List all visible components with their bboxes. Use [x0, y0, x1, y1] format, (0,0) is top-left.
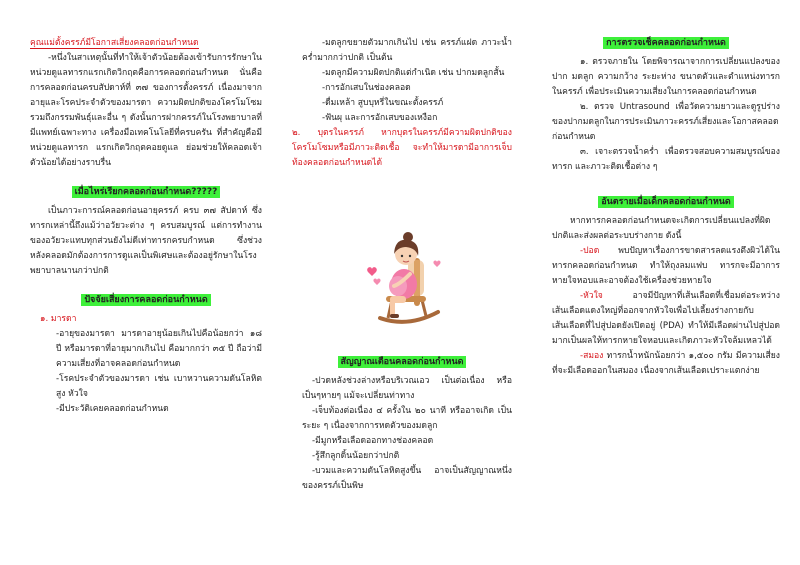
intro-title: คุณแม่ตั้งครรภ์มีโอกาสเสี่ยงคลอดก่อนกำหนด	[30, 38, 199, 48]
list-item: -ดื่มเหล้า สูบบุหรี่ในขณะตั้งครรภ์	[322, 98, 444, 108]
list-item: -มดลูกขยายตัวมากเกินไป เช่น ครรภ์แฝด ภาวะน้ำคร่ำมากกว่าปกติ เป็นต้น	[302, 38, 512, 63]
baby-note: ๒. บุตรในครรภ์ หากบุตรในครรภ์มีความผิดปกติของโครโมโซมหรือมีภาวะติดเชื้อ จะทำให้มารดามีอาการเจ็บท้องคลอดก่อนกำหนดได้	[292, 128, 512, 168]
list-item: -มดลูกมีความผิดปกติแต่กำเนิด เช่น ปากมดลูกสั้น	[322, 68, 505, 78]
list-item: -ฟันผุ และการอักเสบของเหงือก	[322, 113, 438, 123]
intro-body: -หนึ่งในสาเหตุนั้นที่ทำให้เจ้าตัวน้อยต้องเข้ารับการรักษาในหน่วยดูแลทารกแรกเกิดวิกฤตคือการคลอดก่อนกำหนด นั่นคือการคลอดก่อนครบสัปดาห์ที่ ๓๗ ของการตั้งครรภ์ เนื่องมาจากอายุและโรคประจำตัวของมารดา ความผิดปกติของโครโมโซม รวมถึงกรรมพันธุ์และอื่น ๆ ดังนั้นการฝากครรภ์ในโรงพยาบาลที่มีแพทย์เฉพาะทาง เครื่องมือเทคโนโลยีที่ครบครัน ที่สำคัญคือมีหน่วยดูแลทารก แรกเกิดวิกฤตคอยดูแล ย่อมช่วยให้คลอดเจ้าตัวน้อยได้อย่างราบรื่น	[30, 53, 262, 168]
signs-heading: สัญญาณเตือนคลอดก่อนกำหนด	[338, 356, 467, 368]
danger-text: ทารกน้ำหนักน้อยกว่า ๑,๕๐๐ กรัม มีความเสี่ยงที่จะมีเลือดออกในสมอง เนื่องจากเส้นเลือดเปราะแตกง่าย	[552, 351, 780, 376]
risk-sub: ๑. มารดา	[40, 314, 77, 324]
list-item: -อายุของมารดา มารดาอายุน้อยเกินไปคือน้อยกว่า ๑๘ ปี หรือมารดาที่อายุมากเกินไป คือมากกว่า ๓๕ ปี ถือว่ามีความเสี่ยงที่อาจคลอดก่อนกำหนด	[56, 329, 262, 369]
list-item: -เจ็บท้องต่อเนื่อง ๔ ครั้งใน ๒๐ นาที หรืออาจเกิด เป็นระยะ ๆ เนื่องจากการหดตัวของมดลูก	[302, 406, 512, 431]
column-right	[552, 0, 780, 565]
list-item: -รู้สึกลูกดิ้นน้อยกว่าปกติ	[312, 451, 400, 461]
column-left	[30, 0, 262, 565]
check-heading: การตรวจเช็คคลอดก่อนกำหนด	[603, 37, 729, 49]
list-item	[552, 349, 780, 379]
list-item: -การอักเสบในช่องคลอด	[322, 83, 411, 93]
danger-label: -สมอง	[580, 351, 604, 361]
list-item: ๒. ตรวจ Untrasound เพื่อวัดความยาวและดูรูปร่างของปากมดลูกในการประเมินภาวะครรภ์เสี่ยงและโอกาสคลอดก่อนกำหนด	[552, 102, 780, 142]
when-heading: เมื่อไหร่เรียกคลอดก่อนกำหนด?????	[72, 186, 221, 198]
danger-intro: หากทารกคลอดก่อนกำหนดจะเกิดการเปลี่ยนแปลงที่ผิดปกติและส่งผลต่อระบบร่างกาย ดังนี้	[552, 216, 771, 241]
danger-heading: อันตรายเมื่อเด็กคลอดก่อนกำหนด	[598, 196, 734, 208]
list-item: -ปวดหลังช่วงล่างหรือบริเวณเอว เป็นต่อเนื่อง หรือ เป็นๆหายๆ แม้จะเปลี่ยนท่าทาง	[302, 376, 512, 401]
list-item: -โรคประจำตัวของมารดา เช่น เบาหวานความดันโลหิตสูง หัวใจ	[56, 374, 262, 399]
list-item: -มีมูกหรือเลือดออกทางช่องคลอด	[312, 436, 434, 446]
list-item: ๑. ตรวจภายใน โดยพิจารณาจากการเปลี่ยนแปลงของปาก มดลูก ความกว้าง ระยะห่าง ขนาดตัวและตำแหน่งทารกในครรภ์ เพื่อประเมินความเสี่ยงในการคลอดก่อนกำหนด	[552, 57, 780, 97]
danger-text: อาจมีปัญหาที่เส้นเลือดที่เชื่อมต่อระหว่างเส้นเลือดแดงใหญ่ที่ออกจากหัวใจเพื่อไปเลี้ยงร่างกายกับเส้นเลือดที่ไปสู่ปอดยังเปิดอยู่ (PDA) ทำให้มีเลือดผ่านไปสู่ปอดมากเป็นผลให้ทารกหายใจหอบและเกิดภาวะหัวใจล้มเหลวได้	[552, 291, 780, 346]
danger-label: -หัวใจ	[580, 291, 603, 301]
list-item: -มีประวัติเคยคลอดก่อนกำหนด	[56, 404, 169, 414]
list-item: ๓. เจาะตรวจน้ำคร่ำ เพื่อตรวจสอบความสมบูรณ์ของทารก และภาวะติดเชื้อต่าง ๆ	[552, 147, 780, 172]
danger-text: พบปัญหาเรื่องการขาดสารลดแรงตึงผิวได้ในทารกคลอดก่อนกำหนด ทำให้ถุงลมแฟบ ทารกจะมีอาการหายใจหอบและอาจต้องใช้เครื่องช่วยหายใจ	[552, 246, 780, 286]
when-body: เป็นภาวะการณ์คลอดก่อนอายุครรภ์ ครบ ๓๗ สัปดาห์ ซึ่งทารกเหล่านี้ถึงแม้ว่าอวัยวะต่าง ๆ ครบสมบูรณ์ แต่การทำงานของอวัยวะแทบทุกส่วนยังไม่ดีเท่าทารกครบกำหนด ซึ่งช่วงหลังคลอดมักต้องการการดูแลเป็นพิเศษและต้องอยู่รักษาในโรงพยาบาลนานกว่าปกติ	[30, 206, 262, 276]
list-item	[552, 244, 780, 289]
list-item	[552, 289, 780, 349]
list-item: -บวมและความดันโลหิตสูงขึ้น อาจเป็นสัญญาณหนึ่งของครรภ์เป็นพิษ	[302, 466, 512, 491]
danger-label: -ปอด	[580, 246, 600, 256]
risk-heading: ปัจจัยเสี่ยงการคลอดก่อนกำหนด	[81, 294, 210, 306]
pregnant-woman-rocking-chair-icon	[360, 228, 448, 326]
